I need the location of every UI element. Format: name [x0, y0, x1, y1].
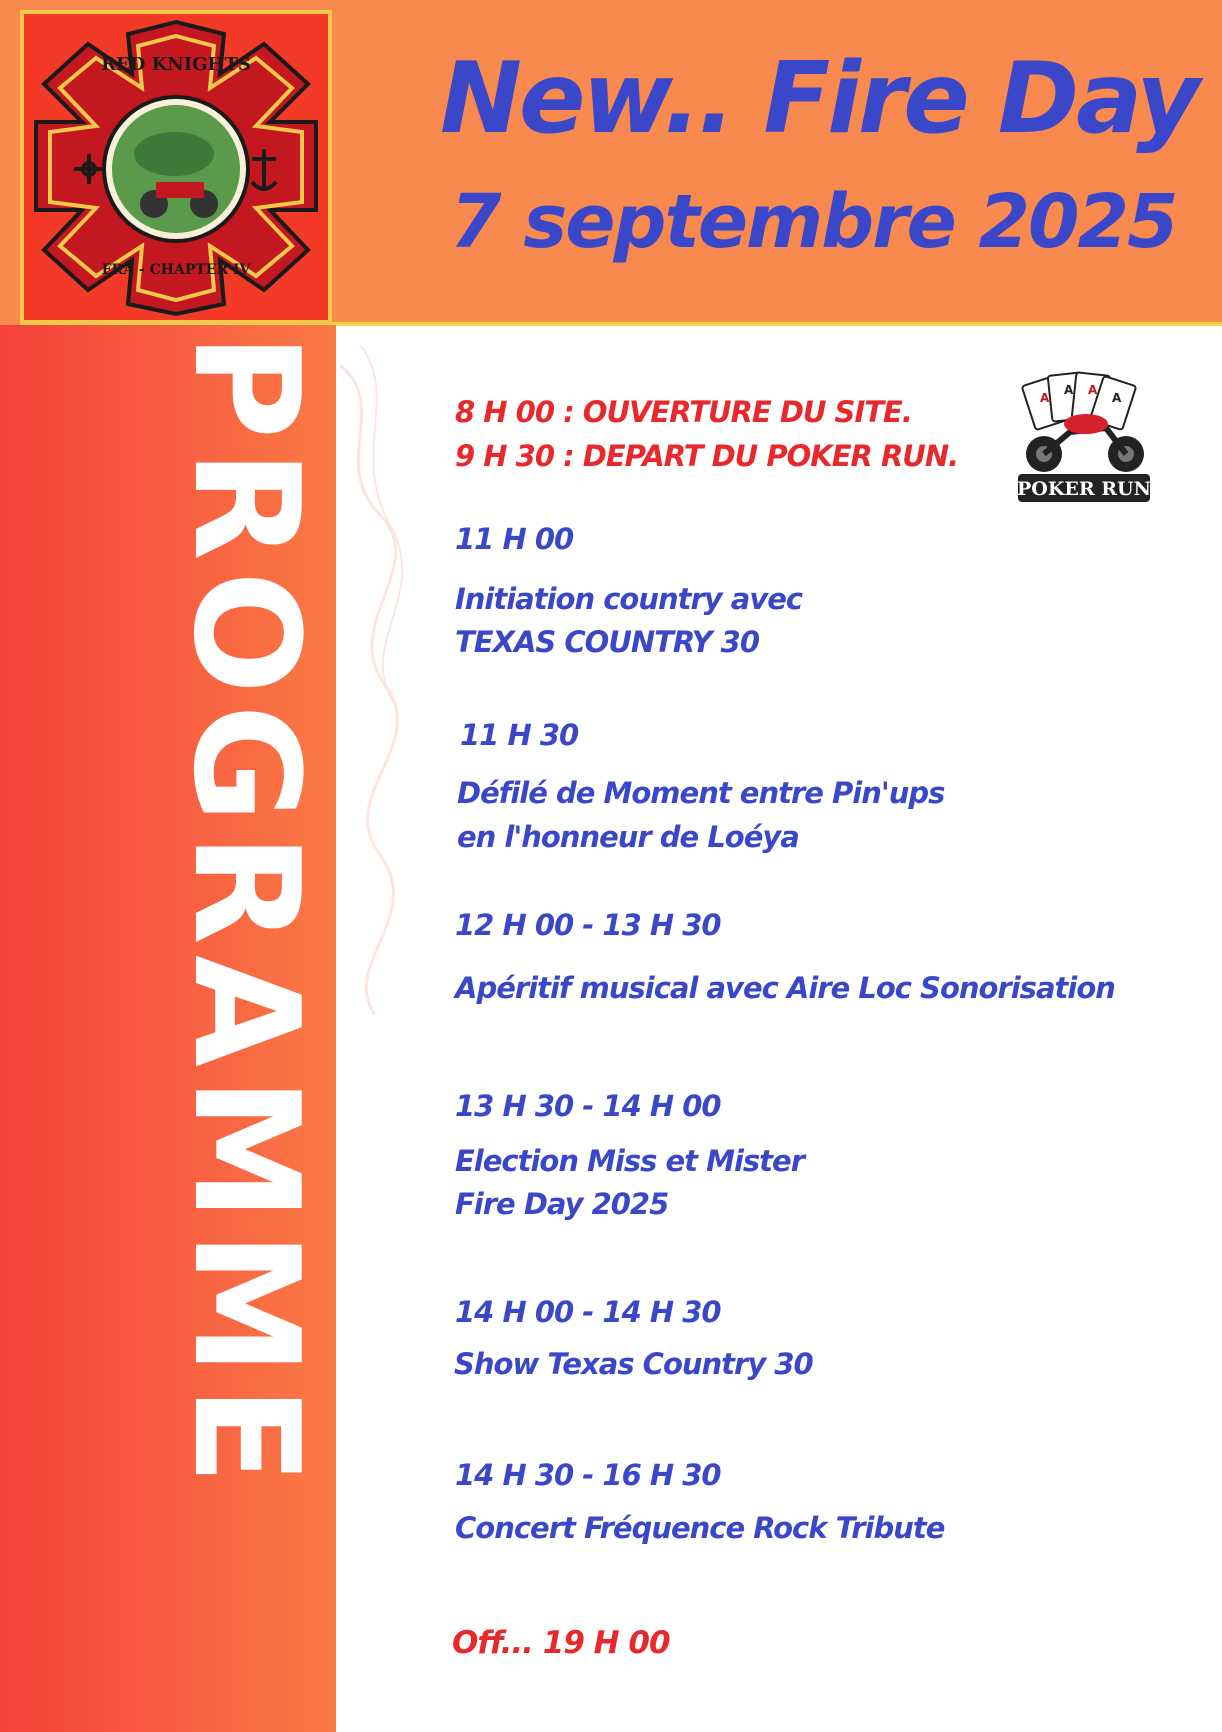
schedule-text-1b: TEXAS COUNTRY 30 [455, 625, 760, 659]
logo-bottom-text: FRA - CHAPTER IV [101, 262, 251, 278]
programme-vertical-label: PROGRAMME [161, 333, 330, 1495]
schedule-time-4: 13 H 30 - 14 H 00 [455, 1089, 721, 1123]
schedule-text-5a: Show Texas Country 30 [454, 1347, 813, 1381]
poker-run-motorcycle-icon [1010, 368, 1158, 516]
opening-line-2: 9 H 30 : DEPART DU POKER RUN. [455, 439, 959, 473]
schedule-time-3: 12 H 00 - 13 H 30 [455, 908, 721, 942]
poker-run-label: POKER RUN [1017, 478, 1151, 500]
schedule-text-2a: Défilé de Moment entre Pin'ups [457, 776, 945, 810]
red-knights-logo [20, 10, 332, 324]
programme-vertical-label-wrap [161, 325, 330, 1725]
closing-time: Off... 19 H 00 [452, 1625, 670, 1661]
svg-text:A: A [1040, 391, 1050, 405]
event-date: 7 septembre 2025 [450, 179, 1177, 265]
schedule-text-2b: en l'honneur de Loéya [457, 820, 799, 854]
maltese-cross-icon [24, 14, 328, 320]
schedule-text-4a: Election Miss et Mister [455, 1144, 805, 1178]
svg-text:A: A [1064, 383, 1074, 397]
schedule-time-2: 11 H 30 [460, 718, 579, 752]
opening-line-1: 8 H 00 : OUVERTURE DU SITE. [455, 395, 912, 429]
event-title: New.. Fire Day [440, 42, 1198, 156]
schedule-text-3a: Apéritif musical avec Aire Loc Sonorisation [455, 971, 1115, 1005]
logo-top-text: RED KNIGHTS [101, 54, 251, 75]
schedule-text-1a: Initiation country avec [455, 582, 803, 616]
schedule-text-6a: Concert Fréquence Rock Tribute [455, 1511, 945, 1545]
schedule-time-6: 14 H 30 - 16 H 30 [455, 1458, 721, 1492]
svg-text:A: A [1112, 391, 1122, 405]
schedule-time-1: 11 H 00 [455, 522, 574, 556]
wave-decoration [330, 325, 400, 1025]
svg-text:A: A [1088, 383, 1098, 397]
schedule-time-5: 14 H 00 - 14 H 30 [455, 1295, 721, 1329]
schedule-text-4b: Fire Day 2025 [455, 1187, 669, 1221]
